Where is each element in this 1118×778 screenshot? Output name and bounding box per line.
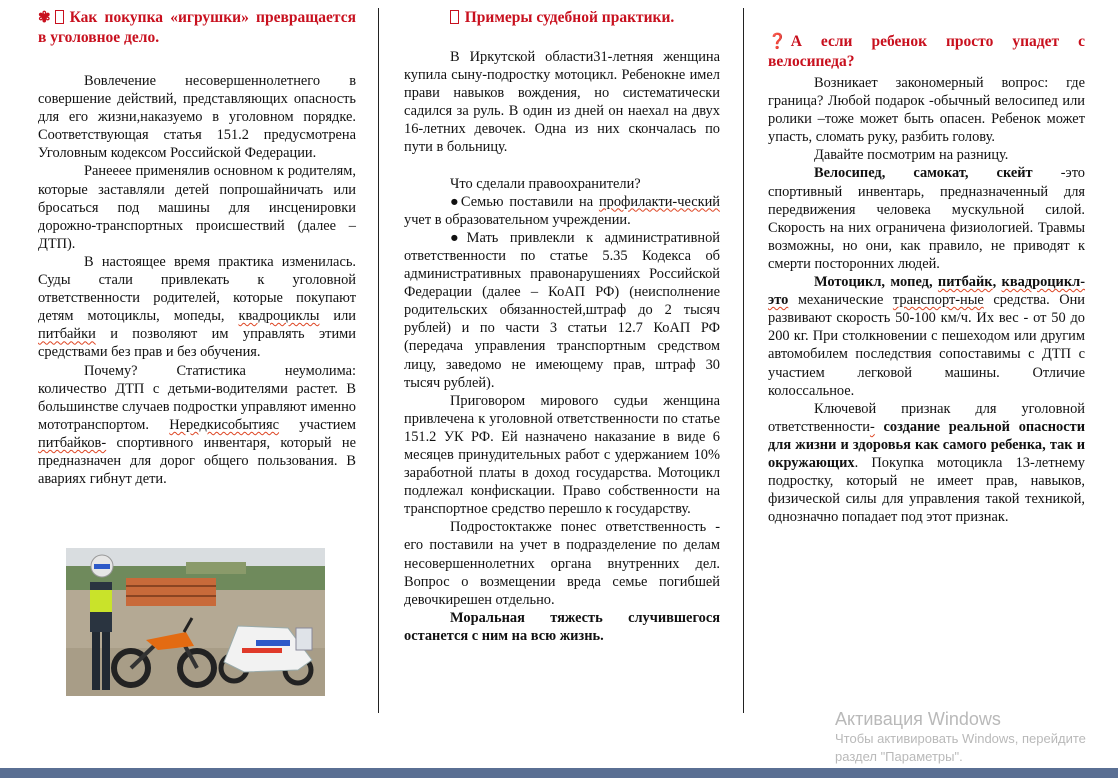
column-divider bbox=[378, 8, 379, 713]
paragraph-irkutsk-case: В Иркутской области31-летняя женщина купила сыну-подростку мотоцикл. Ребенокне имел прави навыков вождения, но систематически садился за руль. В один из дней он наехал на двух 16-летних девочек. Одна из них скончалась по пути в больницу. bbox=[404, 49, 720, 156]
photo-police-motorcycles bbox=[66, 548, 325, 696]
bullet-mother-liability: ●Мать привлекли к административной ответственности по статье 5.35 Кодекса об административных правонарушениях Российской Федерации (далее – КоАП РФ) (неисполнение родительских обязанностей,штраф до 2 тысяч рублей) и по части 3 статьи 12.7 КоАП РФ (передача управления транспортным средством лицу, заведомо не имеющему прав, штраф 30 тысяч рублей). bbox=[404, 229, 720, 391]
paragraph-involvement: Вовлечение несовершеннолетнего в совершение действий, представляющих опасность для его жизни,наказуемо в уголовном порядке. Соответствующая статья 151.2 предусмотрена Уголовным кодексом Российской Федерации. bbox=[38, 73, 356, 162]
bullet-family-registered: ●Семью поставили на профилакти-ческий учет в образовательном учреждении. bbox=[404, 193, 720, 228]
windows-activation-watermark: Активация Windows Чтобы активировать Windows, перейдите раздел "Параметры". bbox=[835, 709, 1086, 764]
column-right bbox=[768, 8, 1085, 526]
flower-icon: ✾ bbox=[38, 10, 51, 26]
paragraph-sentence: Приговором мирового судьи женщина привлечена к уголовной ответственности по статье 151.2 УК РФ. Ей назначено наказание в виде 6 месяцев принудительных работ с удержанием 10% заработной платы в доход государства. Мотоцикл подлежал конфискации. Право собственности на транспортное средство перешло к государству. bbox=[404, 392, 720, 518]
question-mark-icon: ❓ bbox=[768, 34, 787, 50]
paragraph-motorcycle: Мотоцикл, мопед, питбайк, квадроцикл-это механические транспорт-ные средства. Они развивают скорость 50-100 км/ч. Их вес - от 50 до 200 кг. При столкновении с пешеходом или другим автомобилем последствия сопоставимы с ДТП с участием легковой машины. Отличие колоссальное. bbox=[768, 274, 1086, 399]
column-middle bbox=[404, 8, 720, 645]
paragraph-key-criterion: Ключевой признак для уголовной ответственности- создание реальной опасности для жизни и здоровья как самого ребенка, так и окружающих. Покупка мотоцикла 13-летнему подростку, который не имеет прав, навыков, физической силы для управления такой техникой, однозначно попадает под этот признак. bbox=[768, 400, 1085, 526]
paragraph-currently: В настоящее время практика изменилась. Суды стали привлекать к уголовной ответственности родителей, которые покупают детям мотоциклы, мопеды, квадроциклы или питбайки и позволяют им управлять этими средствами без прав и без обучения. bbox=[38, 253, 356, 361]
paragraph-moral-burden: Моральная тяжесть случившегося останется с ним на всю жизнь. bbox=[404, 609, 720, 644]
paragraph-boundary: Возникает закономерный вопрос: где граница? Любой подарок -обычный велосипед или ролики –тоже может быть опасен. Ребенок может упасть, сломать руку, разбить голову. bbox=[768, 75, 1085, 146]
paragraph-statistics: Почему? Статистика неумолима: количество ДТП с детьми-водителями растет. В большинстве случаев подростки управляют именно мототранспортом. Нередкисобытияс участием питбайков- спортивного инвентаря, который не предназначен для дорог общего пользования. В авариях гибнут дети. bbox=[38, 362, 356, 488]
missing-glyph-icon bbox=[450, 10, 459, 24]
column-divider bbox=[743, 8, 744, 713]
taskbar-edge bbox=[0, 768, 1118, 778]
paragraph-question: Что сделали правоохранители? bbox=[450, 175, 641, 192]
heading-court-practice: Примеры судебной практики. bbox=[404, 8, 720, 28]
heading-toy-purchase: ✾ Как покупка «игрушки» превращается в уголовное дело. bbox=[38, 9, 356, 46]
paragraph-teen-liability: Подростоктакже понес ответственность - его поставили на учет в подразделение по делам несовершеннолетних органа внутренних дел. Вопрос о возмещении вреда семье погибшей девочкирешен отдельно. bbox=[404, 519, 720, 608]
paragraph-previously: Ранееее применялив основном к родителям, которые заставляли детей попрошайничать или бросаться под машины для инсценировки дорожно-транспортных происшествий (далее – ДТП). bbox=[38, 163, 356, 252]
missing-glyph-icon bbox=[55, 10, 64, 24]
photo-illustration bbox=[66, 548, 325, 696]
heading-bicycle-question: ❓ А если ребенок просто упадет с велосипеда? bbox=[768, 33, 1085, 70]
column-left bbox=[38, 8, 356, 488]
paragraph-bicycle: Велосипед, самокат, скейт -это спортивный инвентарь, предназначенный для передвижения человека мускульной силой. Скорость на них ограничена физиологией. Травмы возможны, но они, как правило, не приводят к смерти посторонних людей. bbox=[768, 165, 1085, 272]
paragraph-difference: Давайте посмотрим на разницу. bbox=[814, 147, 1009, 164]
